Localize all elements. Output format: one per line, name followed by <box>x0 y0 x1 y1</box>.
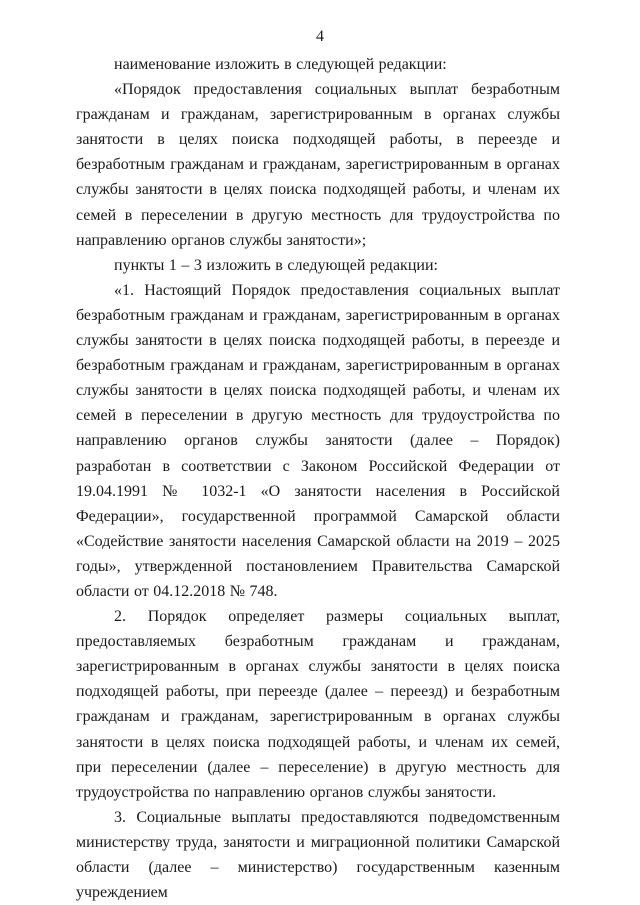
page-number: 4 <box>316 28 324 45</box>
paragraph-points-intro: пункты 1 – 3 изложить в следующей редакции: <box>114 256 438 274</box>
paragraph-point-3: 3. Социальные выплаты предоставляются подведомственным министерству труда, занятости и миграционной политики Самарской области (далее – министерство) государственным казенным учреждением <box>76 808 560 902</box>
paragraph-intro: наименование изложить в следующей редакции: <box>114 56 447 73</box>
paragraph-title-quote: «Порядок предоставления социальных выплат безработным гражданам и гражданам, зарегистрированным в органах службы занятости в целях поиска подходящей работы, в переезде и безработным гражданам и гражданам, зарегистрированным в органах службы занятости в целях поиска подходящей работы, и членам их семей в переселении в другую местность для трудоустройства по направлению органов службы занятости»; <box>76 81 560 249</box>
paragraph-point-1: «1. Настоящий Порядок предоставления социальных выплат безработным гражданам и гражданам, зарегистрированным в органах службы занятости в целях поиска подходящей работы, в переезде и безработным гражданам и гражданам, зарегистрированным в органах службы занятости в целях поиска подходящей работы, и членам их семей в переселении в другую местность для трудоустройства по направлению органов службы занятости (далее – Порядок) разработан в соответствии с Законом Российской Федерации от 19.04.1991 № 1032-1 «О занятости населения в Российской Федерации», государственной программой Самарской области «Содействие занятости населения Самарской области на 2019 – 2025 годы», утвержденной постановлением Правительства Самарской области от 04.12.2018 № 748. <box>76 281 560 600</box>
paragraph-point-2: 2. Порядок определяет размеры социальных выплат, предоставляемых безработным гражданам и гражданам, зарегистрированным в органах службы занятости в целях поиска подходящей работы, при переезде (далее – переезд) и безработным гражданам и гражданам, зарегистрированным в органах службы занятости в целях поиска подходящей работы, и членам их семей, при переселении (далее – переселение) в другую местность для трудоустройства по направлению органов службы занятости. <box>76 608 560 801</box>
document-body <box>76 52 560 905</box>
